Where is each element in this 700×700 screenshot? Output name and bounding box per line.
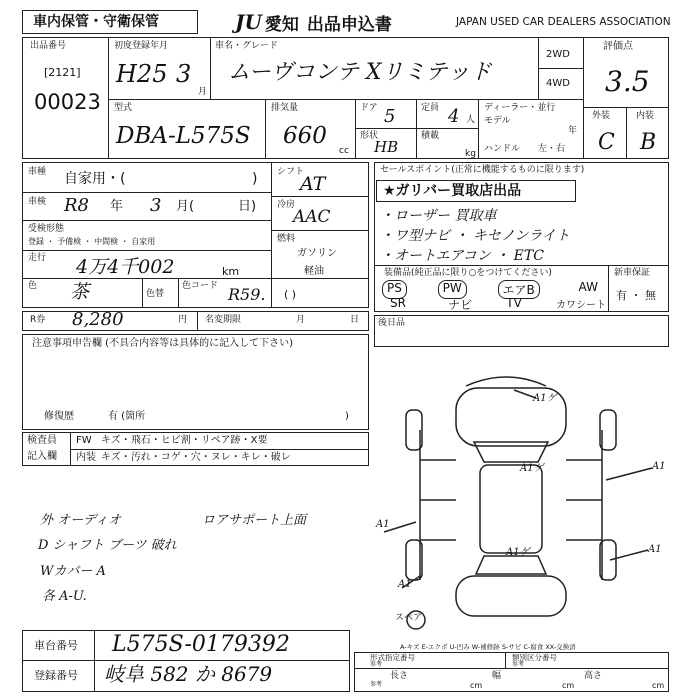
mileage-value: 4万4千002 (76, 256, 175, 278)
inspection-era: R8 (64, 195, 90, 216)
fuel-paren: ( ) (284, 288, 297, 301)
exterior-label: 外装 (592, 111, 611, 121)
divider (108, 37, 109, 159)
dims-width: 幅 (492, 671, 502, 681)
equip-ps: PS (382, 280, 407, 299)
divider (608, 265, 609, 312)
inspection-month-unit: 月( (176, 199, 195, 214)
car-diagram (376, 350, 668, 640)
equip-navi: ナビ (448, 298, 473, 312)
warranty-options: 有 ・ 無 (616, 289, 656, 302)
dims-height: 高さ (584, 671, 603, 681)
damage-mark-roof: A1ゲ (533, 393, 557, 404)
divider (22, 278, 369, 279)
title-change-month: 月 (296, 315, 306, 325)
usage-close: ) (252, 171, 258, 187)
receipt-label: 受検形態 (28, 224, 65, 234)
divider (505, 652, 506, 668)
shift-label: シフト (277, 167, 305, 177)
damage-mark-body: A1ゲ (520, 463, 544, 474)
divider (355, 128, 478, 129)
dims-height-unit: cm (652, 681, 665, 690)
divider (197, 311, 198, 331)
equip-airbag: エアB (498, 280, 540, 299)
car-name-label: 車名・グレード (215, 41, 279, 51)
grade-label: 評価点 (603, 41, 633, 52)
drive-4wd: 4WD (546, 78, 570, 89)
first-reg-unit: 月 (198, 87, 208, 97)
owner-label: 後日品 (378, 318, 406, 328)
mark-arrow-2 (606, 468, 652, 480)
divider (70, 449, 369, 450)
dims-length: 長さ (390, 671, 409, 681)
damage-legend: A-キズ E-エクボ U-凹み W-補修跡 S-サビ C-腐食 XX-交換済 (400, 643, 576, 651)
divider (583, 37, 584, 159)
shift-value: AT (300, 173, 326, 195)
damage-mark-rear: A1ゲ (506, 547, 530, 558)
divider (626, 107, 627, 159)
divider (94, 630, 95, 692)
note-line-4: 各 A-U. (42, 589, 87, 604)
damage-mark-left-rear: A1 (398, 579, 412, 590)
divider (265, 99, 266, 159)
selling-points-label: セールスポイント(正常に機能するものに限ります) (380, 165, 585, 175)
storage-note-box (22, 10, 198, 34)
lot-label: 出品番号 (30, 41, 67, 51)
chassis-value: L575S-0179392 (112, 632, 290, 657)
repair-label: 修復歴 (44, 411, 74, 422)
ac-value: AAC (293, 207, 331, 227)
first-reg-era: H25 (116, 60, 168, 88)
side-note: ロアサポート上面 (202, 513, 307, 528)
divider (210, 37, 211, 99)
divider (354, 668, 669, 669)
repair-close: ) (345, 411, 349, 422)
model-year-label: モデル (484, 116, 511, 126)
mileage-unit: km (222, 265, 240, 278)
divider (416, 99, 417, 159)
fuel-option: 軽油 (304, 266, 324, 277)
inspection-year-unit: 年 (110, 199, 124, 214)
recycle-value: 8,280 (72, 309, 124, 330)
interior-grade: B (640, 130, 657, 155)
damage-mark-right: A1 (652, 461, 666, 472)
checker-interior-items: キズ・汚れ・コゲ・穴・ヌレ・キレ・破レ (101, 452, 291, 463)
divider (22, 250, 271, 251)
displacement-value: 660 (283, 123, 327, 149)
load-unit: kg (465, 149, 476, 159)
divider (538, 68, 583, 69)
roof-outline (480, 465, 542, 553)
year-unit: 年 (568, 126, 578, 136)
spare-label: スペア (395, 613, 423, 623)
divider (271, 196, 369, 197)
front-bumper-outline (466, 377, 546, 386)
divider (22, 220, 271, 221)
checker-interior: 内装 (76, 452, 96, 463)
displacement-unit: cc (339, 146, 349, 156)
damage-mark-right-rear: A1 (648, 544, 662, 555)
equip-tv: TV (506, 296, 522, 310)
rear-windshield (476, 556, 546, 574)
divider (142, 278, 143, 308)
ju-logo (235, 11, 392, 33)
form-model-label: 形式指定番号 (370, 653, 415, 662)
logo-mark: JU (235, 10, 262, 34)
note-line-1: 外 オーディオ (40, 513, 122, 528)
dims-ref: 参考 (370, 681, 383, 688)
model-value: DBA-L575S (116, 123, 251, 149)
divider (108, 99, 583, 100)
checker-label-2: 記入欄 (27, 451, 57, 462)
recycle-unit: 円 (178, 315, 188, 325)
color-code-label: 色コード (182, 281, 219, 291)
usage-label: 車種 (28, 167, 47, 177)
dims-length-unit: cm (470, 681, 483, 690)
fuel-label: 燃料 (277, 234, 296, 244)
divider (374, 265, 669, 266)
note-line-3: Wカバー A (40, 564, 106, 579)
selling-point-1: ・ローザー 買取車 (380, 208, 497, 224)
repair-options: 有 (箇所 (108, 411, 146, 422)
displacement-label: 排気量 (271, 103, 299, 113)
lot-number: 00023 (34, 90, 101, 114)
capacity-label: 定員 (421, 103, 440, 113)
divider (22, 192, 271, 193)
exterior-grade: C (598, 130, 615, 155)
document-title: 出品申込書 (306, 14, 392, 35)
receipt-options: 登録 ・ 予備検 ・ 中間検 ・ 自家用 (28, 237, 156, 246)
divider (178, 278, 179, 308)
dims-width-unit: cm (562, 681, 575, 690)
equipment-label: 装備品(純正品に限り○をつけてください) (384, 268, 552, 278)
grade-score: 3.5 (605, 65, 650, 98)
divider (22, 660, 350, 661)
inspection-label: 車検 (28, 197, 47, 207)
capacity-value: 4 (448, 106, 460, 127)
front-windshield (474, 442, 548, 462)
divider (355, 99, 356, 159)
gulliver-banner-text: ★ガリバー買取店出品 (383, 183, 522, 199)
model-label: 型式 (114, 103, 133, 113)
recycle-label: R券 (30, 315, 46, 325)
color-label: 色 (28, 281, 38, 291)
drive-2wd: 2WD (546, 49, 570, 60)
checker-fw: FW (76, 435, 92, 446)
plate-label: 登録番号 (34, 669, 78, 682)
ac-label: 冷房 (277, 200, 296, 210)
title-change-day: 日 (350, 315, 360, 325)
color-code-value: R59. (228, 285, 266, 304)
warranty-label: 新車保証 (614, 268, 651, 278)
divider (70, 432, 71, 466)
mileage-label: 走行 (28, 253, 47, 263)
first-reg-month: 3 (176, 60, 192, 88)
shape-value: HB (374, 138, 399, 156)
shade-label: 色替 (146, 289, 165, 299)
storage-note: 車内保管・守衛保管 (33, 14, 159, 30)
title-change-label: 名変期限 (205, 315, 242, 325)
divider (271, 230, 369, 231)
chassis-label: 車台番号 (34, 639, 78, 652)
form-model-ref: 参考 (370, 661, 383, 668)
shape-label: 形状 (360, 131, 379, 141)
color-value: 茶 (70, 281, 90, 303)
equip-aw: AW (578, 280, 598, 294)
note-line-2: D シャフト ブーツ 破れ (38, 538, 177, 553)
plate-value: 岐阜 582 か 8679 (104, 662, 273, 686)
handle-options: 左・右 (538, 144, 566, 154)
doors-value: 5 (384, 106, 396, 127)
usage-value: 自家用・( (64, 171, 126, 187)
lot-sub: [2121] (44, 66, 81, 79)
inspection-day-unit: 日) (238, 199, 257, 214)
first-reg-label: 初度登録年月 (114, 41, 169, 51)
interior-label: 内装 (636, 111, 655, 121)
equip-pw: PW (438, 280, 467, 299)
type-cat-label: 類別区分番号 (512, 653, 557, 662)
divider (478, 99, 479, 159)
checker-fw-items: キズ・飛石・ヒビ割・リペア跡・X要 (101, 435, 268, 446)
notes-label: 注意事項申告欄 (不具合内容等は具体的に記入して下さい) (32, 338, 293, 349)
equipment-row-2 (382, 296, 606, 313)
inspection-month: 3 (150, 195, 162, 216)
type-cat-ref: 参考 (512, 661, 525, 668)
capacity-unit: 人 (466, 115, 476, 125)
equip-leather: カワシート (556, 300, 606, 311)
rear-outline (456, 576, 566, 616)
selling-point-2: ・ワ型ナビ ・ キセノンライト (380, 228, 570, 244)
load-label: 積載 (421, 131, 440, 141)
owner-box (374, 315, 669, 347)
doors-label: ドア (360, 103, 378, 113)
gulliver-banner (376, 180, 576, 202)
handle-label: ハンドル (484, 144, 521, 154)
checker-label: 検査員 (27, 435, 57, 446)
selling-point-3: ・オートエアコン ・ ETC (380, 248, 544, 264)
association-name: JAPAN USED CAR DEALERS ASSOCIATION (456, 16, 671, 28)
car-name-value: ムーヴコンテ Xリミテッド (228, 60, 492, 85)
fuel-value: ガソリン (297, 248, 337, 259)
damage-mark-left: A1 (376, 519, 390, 530)
equip-sr: SR (390, 296, 406, 310)
dealer-label: ディーラー・並行 (484, 103, 556, 113)
divider (271, 162, 272, 308)
org-name: 愛知 (264, 14, 299, 35)
